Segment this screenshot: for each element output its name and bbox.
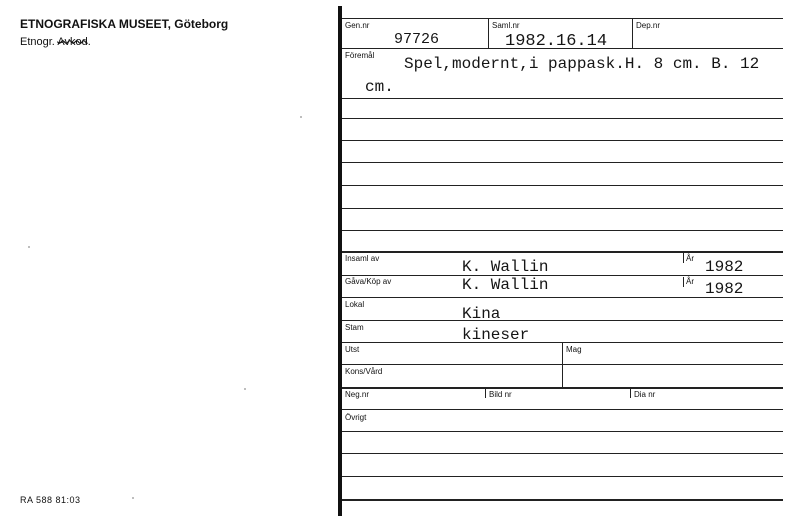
column-divider <box>632 18 633 48</box>
subtitle-prefix: Etnogr. <box>20 36 55 48</box>
column-divider <box>562 342 563 388</box>
card-left-border <box>338 6 342 516</box>
museum-title: ETNOGRAFISKA MUSEET, Göteborg <box>20 17 229 31</box>
rule <box>342 98 783 99</box>
speck <box>244 388 246 390</box>
rule <box>342 387 783 389</box>
rule <box>342 208 783 209</box>
mag-label: Mag <box>566 345 582 354</box>
insaml-av-value: K. Wallin <box>462 258 549 276</box>
foremal-line1: Spel,modernt,i pappask.H. 8 cm. B. 12 <box>404 55 760 73</box>
saml-nr-value: 1982.16.14 <box>505 32 608 51</box>
rule <box>342 320 783 321</box>
rule <box>342 476 783 477</box>
rule <box>342 453 783 454</box>
rule <box>342 409 783 410</box>
column-divider <box>485 388 486 398</box>
speck <box>28 246 30 248</box>
museum-subtitle <box>20 36 91 48</box>
dep-nr-label: Dep.nr <box>636 21 661 30</box>
rule <box>342 185 783 186</box>
gen-nr-label: Gen.nr <box>345 21 370 30</box>
neg-nr-label: Neg.nr <box>345 390 370 399</box>
gava-kop-label: Gåva/Köp av <box>345 277 392 286</box>
speck <box>132 497 134 499</box>
column-divider <box>683 253 684 263</box>
speck <box>300 116 302 118</box>
column-divider <box>630 388 631 398</box>
ovrigt-label: Övrigt <box>345 413 367 422</box>
rule <box>342 18 783 19</box>
stam-label: Stam <box>345 323 364 332</box>
rule <box>342 431 783 432</box>
gen-nr-value: 97726 <box>394 31 440 48</box>
gava-kop-value: K. Wallin <box>462 276 549 294</box>
rule <box>342 162 783 163</box>
rule <box>342 364 783 365</box>
rule <box>342 118 783 119</box>
saml-nr-label: Saml.nr <box>492 21 520 30</box>
stam-value: kineser <box>462 326 530 344</box>
insaml-year-value: 1982 <box>705 258 744 276</box>
foremal-label: Föremål <box>345 51 375 60</box>
column-divider <box>488 18 489 48</box>
kons-vard-label: Kons/Vård <box>345 367 383 376</box>
foremal-line2: cm. <box>365 78 394 96</box>
dia-nr-label: Dia nr <box>634 390 656 399</box>
gava-year-label: År <box>686 277 694 286</box>
rule <box>342 230 783 231</box>
subtitle-struck: Avkod <box>57 36 88 48</box>
lokal-label: Lokal <box>345 300 365 309</box>
subtitle-suffix: . <box>87 36 91 48</box>
form-code: RA 588 81:03 <box>20 495 81 505</box>
lokal-value: Kina <box>462 305 501 323</box>
insaml-year-label: År <box>686 254 694 263</box>
gava-year-value: 1982 <box>705 280 744 298</box>
column-divider <box>683 277 684 287</box>
rule <box>342 499 783 501</box>
rule <box>342 251 783 253</box>
utst-label: Utst <box>345 345 360 354</box>
insaml-av-label: Insaml av <box>345 254 380 263</box>
bild-nr-label: Bild nr <box>489 390 512 399</box>
rule <box>342 140 783 141</box>
